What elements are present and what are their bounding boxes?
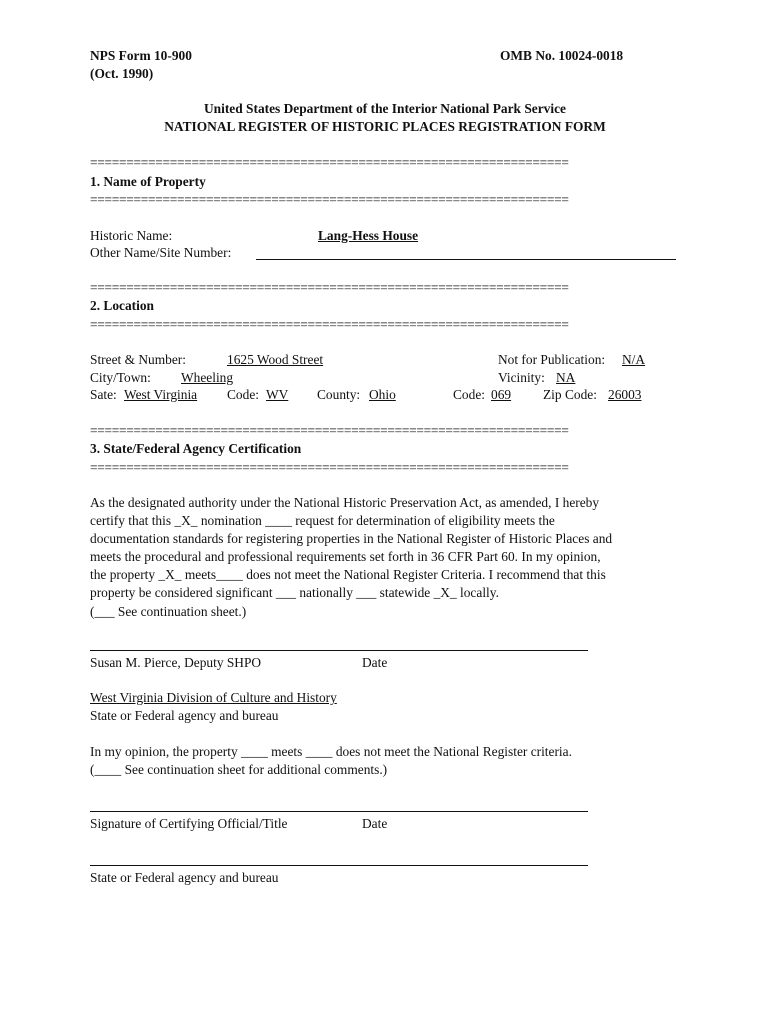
certification-paragraph [90,494,690,621]
agency-caption: State or Federal agency and bureau [90,870,279,885]
city-label: City/Town: [90,370,151,385]
divider: ================================================================== [90,461,569,475]
zip-label: Zip Code: [543,387,597,402]
other-name-label: Other Name/Site Number: [90,245,232,260]
cert-line: meets the procedural and professional requirements set forth in 36 CFR Part 60. In my opinion, [90,549,601,565]
nomination-mark: _X_ [174,513,198,529]
county-value: Ohio [369,387,396,402]
agency-line [90,865,588,866]
cert-line: the property _X_ meets____ does not meet the National Register Criteria. I recommend that this [90,567,606,583]
agency-caption: State or Federal agency and bureau [90,708,279,723]
signer-name: Susan M. Pierce, Deputy SHPO [90,655,262,670]
cert-line: property be considered significant ___ nationally ___ statewide _X_ locally. [90,585,499,601]
street-value: 1625 Wood Street [227,352,324,367]
nfp-label: Not for Publication: [498,352,606,367]
certifying-official-label: Signature of Certifying Official/Title [90,816,288,831]
state-code-value: WV [266,387,289,402]
meets-mark: _X_ [158,567,182,583]
vicinity-value: NA [556,370,576,385]
opinion-line: In my opinion, the property ____ meets ____ does not meet the National Register criteria. [90,744,572,759]
state-value: West Virginia [124,387,198,402]
historic-name-value: Lang-Hess House [318,228,419,243]
form-title: NATIONAL REGISTER OF HISTORIC PLACES REGISTRATION FORM [164,119,606,134]
locally-mark: _X_ [433,585,457,601]
state-label: Sate: [90,387,117,402]
section2-heading: 2. Location [90,298,154,313]
cert-line: As the designated authority under the National Historic Preservation Act, as amended, I hereby [90,495,600,510]
cert-line: documentation standards for registering properties in the National Register of Historic Places and [90,531,613,547]
county-label: County: [317,387,361,402]
divider: ================================================================== [90,156,569,170]
divider: ================================================================== [90,193,569,207]
continuation-line: (____ See continuation sheet for additional comments.) [90,762,388,777]
cert-line: (___ See continuation sheet.) [90,603,247,619]
divider: ================================================================== [90,281,569,295]
signature-line [90,811,588,812]
vicinity-label: Vicinity: [498,370,545,385]
divider: ================================================================== [90,318,569,332]
omb-number: OMB No. 10024-0018 [500,48,624,63]
other-name-blank [256,259,676,260]
cert-line: certify that this _X_ nomination ____ request for determination of eligibility meets the [90,513,555,529]
date-label: Date [362,655,388,670]
zip-value: 26003 [608,387,642,402]
agency-title: United States Department of the Interior National Park Service [204,101,566,116]
county-code-value: 069 [491,387,512,402]
historic-name-label: Historic Name: [90,228,173,243]
form-id: NPS Form 10-900 [90,48,192,63]
state-code-label: Code: [227,387,259,402]
divider: ================================================================== [90,424,569,438]
section3-heading: 3. State/Federal Agency Certification [90,441,302,456]
agency-name: West Virginia Division of Culture and History [90,690,337,705]
form-date: (Oct. 1990) [90,66,154,81]
section1-heading: 1. Name of Property [90,174,206,189]
nfp-value: N/A [622,352,646,367]
county-code-label: Code: [453,387,485,402]
signature-line [90,650,588,651]
city-value: Wheeling [181,370,234,385]
date-label: Date [362,816,388,831]
street-label: Street & Number: [90,352,186,367]
